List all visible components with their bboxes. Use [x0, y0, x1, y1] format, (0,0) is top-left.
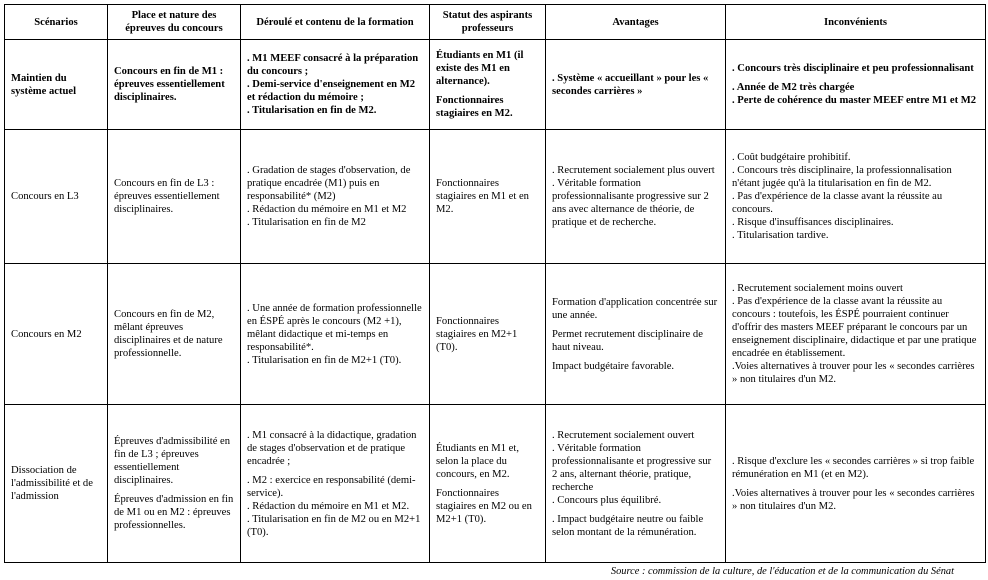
scenario-paragraph: Concours en L3 [11, 191, 79, 202]
cell-scenario [5, 405, 108, 563]
inconvenients-paragraph: . Concours très disciplinaire et peu professionnalisant [732, 63, 974, 74]
header-avantages: Avantages [546, 5, 726, 40]
deroule-paragraph: . Une année de formation professionnelle en ÉSPÉ après le concours (M2 +1), mêlant didactique et mi-temps en responsabilité*. . Titularisation en fin de M2+1 (T0). [247, 302, 422, 366]
header-inconvenients: Inconvénients [726, 5, 986, 40]
avantages-paragraph: Formation d'application concentrée sur une année. [552, 296, 718, 321]
place-paragraph: Concours en fin de M1 : épreuves essentiellement disciplinaires. [114, 66, 225, 103]
scenario-paragraph: Concours en M2 [11, 328, 82, 340]
cell-avantages [546, 405, 726, 563]
table-row [5, 130, 986, 264]
cell-inconvenients [726, 40, 986, 130]
statut-paragraph: Fonctionnaires stagiaires en M2+1 (T0). [436, 315, 518, 353]
place-paragraph: Épreuves d'admission en fin de M1 ou en M2 : épreuves professionnelles. [114, 494, 234, 531]
cell-statut [430, 405, 546, 563]
cell-place [108, 130, 241, 264]
avantages-paragraph: Permet recrutement disciplinaire de haut niveau. [552, 328, 703, 353]
cell-inconvenients [726, 130, 986, 264]
cell-inconvenients [726, 405, 986, 563]
cell-place [108, 405, 241, 563]
cell-deroule [241, 405, 430, 563]
cell-statut [430, 130, 546, 264]
place-paragraph: Épreuves d'admissibilité en fin de L3 ; épreuves essentiellement disciplinaires. [114, 436, 231, 486]
inconvenients-paragraph: . Année de M2 très chargée . Perte de cohérence du master MEEF entre M1 et M2 [732, 82, 977, 106]
scenario-paragraph: Dissociation de l'admissibilité et de l'admission [11, 465, 93, 502]
statut-paragraph: Étudiants en M1 et, selon la place du concours, en M2. [436, 442, 519, 480]
cell-deroule [241, 264, 430, 405]
deroule-paragraph: . Gradation de stages d'observation, de pratique encadrée (M1) puis en responsabilité* (M2) . Rédaction du mémoire en M1 et M2 . Titularisation en fin de M2 [247, 165, 411, 228]
header-place: Place et nature des épreuves du concours [108, 5, 241, 40]
cell-scenario [5, 264, 108, 405]
cell-avantages [546, 264, 726, 405]
cell-statut [430, 264, 546, 405]
avantages-paragraph: . Recrutement socialement plus ouvert . Véritable formation professionnalisante progressive sur 2 ans avec alternance de théorie, de pratique et de recherche. [552, 165, 715, 228]
statut-paragraph: Étudiants en M1 (il existe des M1 en alternance). [436, 50, 524, 87]
header-row [5, 5, 986, 40]
scenario-paragraph: Maintien du système actuel [11, 72, 77, 97]
scenarios-table [4, 4, 986, 563]
cell-statut [430, 40, 546, 130]
cell-place [108, 40, 241, 130]
header-deroule: Déroulé et contenu de la formation [241, 5, 430, 40]
deroule-paragraph: . M1 MEEF consacré à la préparation du concours ; . Demi-service d'enseignement en M2 et rédaction du mémoire ; . Titularisation en fin de M2. [247, 53, 419, 116]
table-row [5, 264, 986, 405]
inconvenients-paragraph: . Recrutement socialement moins ouvert . Pas d'expérience de la classe avant la réussite au concours : toutefois, les ÉSPÉ pourraient continuer d'offrir des masters MEEF préparant le concours par un enseignement disciplinaire, didactique et par une pratique encadrée en établissement. .Voies alternatives à trouver pour les « secondes carrières » non titulaires d'un M2. [732, 283, 977, 385]
table-row [5, 40, 986, 130]
statut-paragraph: Fonctionnaires stagiaires en M1 et en M2. [436, 178, 529, 215]
cell-place [108, 264, 241, 405]
cell-scenario [5, 40, 108, 130]
inconvenients-paragraph: . Coût budgétaire prohibitif. . Concours très disciplinaire, la professionnalisation n'étant jugée qu'à la titularisation en fin de M2. . Pas d'expérience de la classe avant la réussite au concours. . Risque d'insuffisances disciplinaires. . Titularisation tardive. [732, 152, 952, 241]
cell-deroule [241, 130, 430, 264]
cell-avantages [546, 40, 726, 130]
cell-avantages [546, 130, 726, 264]
avantages-paragraph: . Recrutement socialement ouvert . Véritable formation professionnalisante et progressive sur 2 ans, alternant théorie, pratique, recherche . Concours plus équilibré. [552, 429, 712, 506]
deroule-paragraph: . M1 consacré à la didactique, gradation de stages d'observation et de pratique encadrée ; [247, 429, 417, 467]
place-paragraph: Concours en fin de M2, mêlant épreuves disciplinaires et de nature professionnelle. [114, 309, 223, 359]
header-statut: Statut des aspirants professeurs [430, 5, 546, 40]
avantages-paragraph: Impact budgétaire favorable. [552, 360, 675, 372]
header-scenarios: Scénarios [5, 5, 108, 40]
cell-inconvenients [726, 264, 986, 405]
inconvenients-paragraph: .Voies alternatives à trouver pour les « secondes carrières » non titulaires d'un M2. [732, 487, 975, 512]
avantages-paragraph: . Système « accueillant » pour les « secondes carrières » [552, 72, 709, 97]
source-note: Source : commission de la culture, de l'éducation et de la communication du Sénat [610, 566, 954, 577]
avantages-paragraph: . Impact budgétaire neutre ou faible selon montant de la rémunération. [552, 513, 704, 538]
statut-paragraph: Fonctionnaires stagiaires en M2. [436, 95, 513, 119]
table-row [5, 405, 986, 563]
deroule-paragraph: . M2 : exercice en responsabilité (demi-service). . Rédaction du mémoire en M1 et M2. . Titularisation en fin de M2 ou en M2+1 (T0). [247, 474, 421, 538]
statut-paragraph: Fonctionnaires stagiaires en M2 ou en M2+1 (T0). [436, 487, 532, 525]
inconvenients-paragraph: . Risque d'exclure les « secondes carrières » si trop faible rémunération en M1 (et en M2). [732, 455, 975, 480]
cell-scenario [5, 130, 108, 264]
place-paragraph: Concours en fin de L3 : épreuves essentiellement disciplinaires. [114, 178, 220, 215]
cell-deroule [241, 40, 430, 130]
